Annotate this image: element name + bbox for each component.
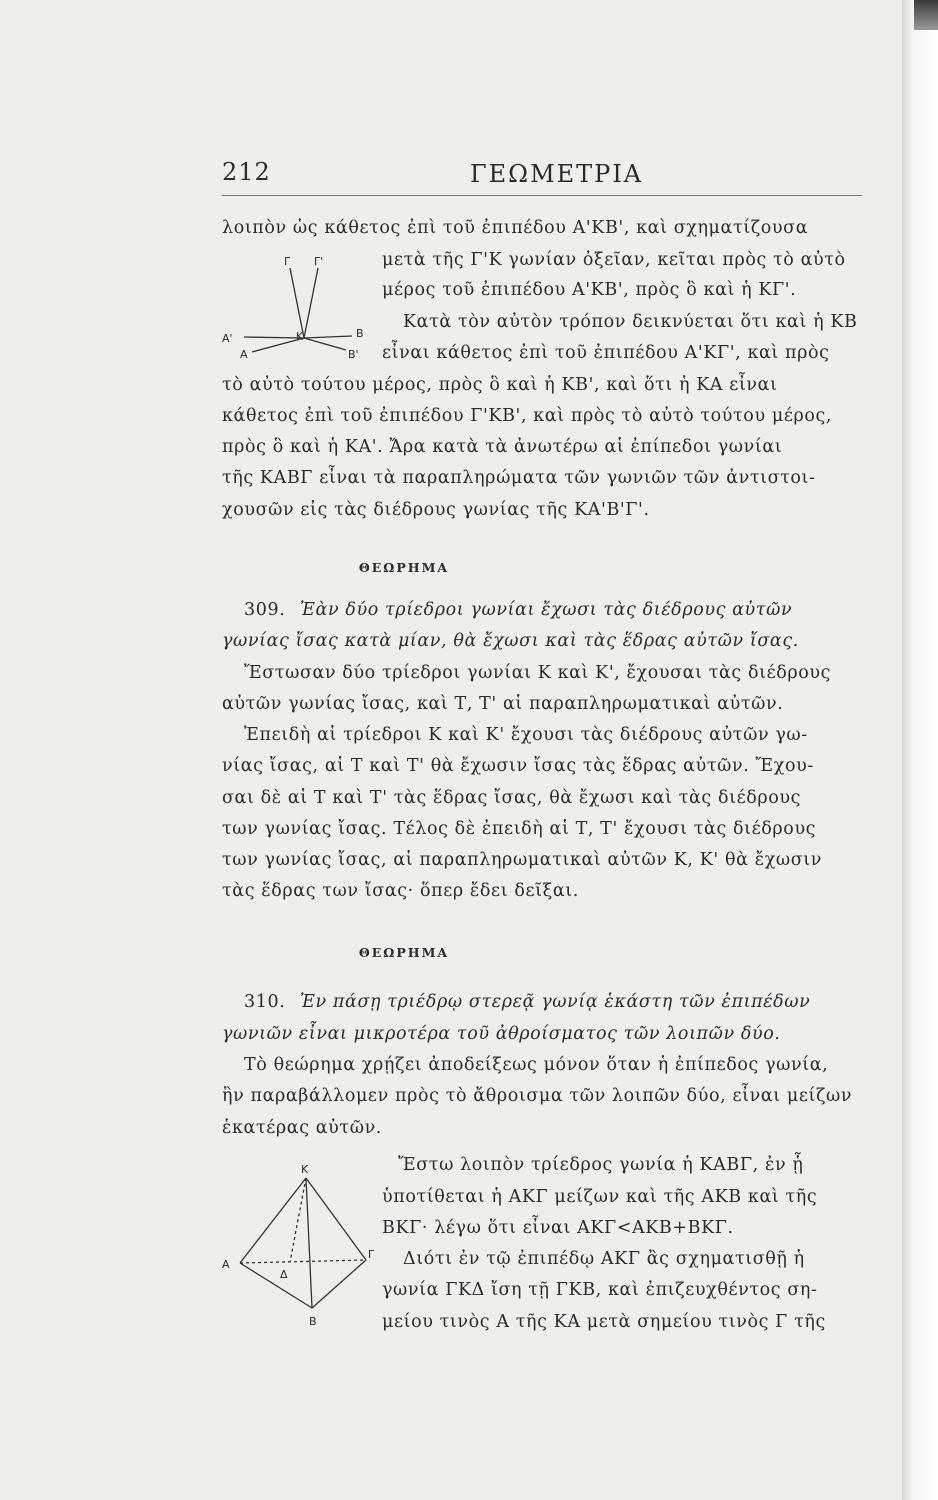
figure1-label-a-prime: Α' xyxy=(222,332,233,345)
proof-line: ἣν παραβάλλομεν πρὸς τὸ ἄθροισμα τῶν λοιπῶν δύο, εἶναι μείζων xyxy=(222,1086,853,1106)
figure2-label-k: Κ xyxy=(301,1163,309,1176)
body-line: εἶναι κάθετος ἐπὶ τοῦ ἐπιπέδου Α'ΚΓ', καὶ πρὸς xyxy=(382,343,830,363)
figure1-edge-kb xyxy=(304,336,352,338)
proof-line: ὑποτίθεται ἡ ΑΚΓ μείζων καὶ τῆς ΑΚΒ καὶ τῆς xyxy=(382,1187,818,1207)
theorem-heading: ΘΕΩΡΗΜΑ xyxy=(358,560,450,575)
figure1-label-a: Α xyxy=(240,348,248,361)
theorem-statement: Ἐὰν δύο τρίεδροι γωνίαι ἔχωσι τὰς διέδρους αὐτῶν xyxy=(300,600,793,620)
proof-line: τὰς ἕδρας των ἴσας· ὅπερ ἔδει δεῖξαι. xyxy=(222,881,579,901)
figure-trihedral-supplementary xyxy=(222,250,372,365)
figure2-edge-kd xyxy=(290,1178,306,1262)
proof-line: Ἔστω λοιπὸν τρίεδρος γωνία ἡ ΚΑΒΓ, ἐν ᾗ xyxy=(398,1155,804,1175)
figure1-edge-kg xyxy=(290,268,304,338)
proof-line: σαι δὲ αἱ Τ καὶ Τ' τὰς ἕδρας ἴσας, θὰ ἔχωσι καὶ τὰς διέδρους xyxy=(222,788,802,808)
proof-line: Τὸ θεώρημα χρῄζει ἀποδείξεως μόνον ὅταν ἡ ἐπίπεδος γωνία, xyxy=(244,1055,829,1075)
figure1-label-g: Γ xyxy=(284,255,291,268)
figure2-edge-bg xyxy=(312,1260,366,1308)
theorem-number: 310. xyxy=(244,992,286,1012)
body-line: λοιπὸν ὡς κάθετος ἐπὶ τοῦ ἐπιπέδου Α'ΚΒ', καὶ σχηματίζουσα xyxy=(222,218,809,238)
page-number: 212 xyxy=(222,158,271,186)
figure2-edge-kb xyxy=(306,1178,312,1308)
figure-trihedral-pyramid xyxy=(218,1160,378,1330)
figure2-label-b: Β xyxy=(309,1315,317,1328)
figure2-edge-ab xyxy=(240,1263,312,1308)
body-line: μέρος τοῦ ἐπιπέδου Α'ΚΒ', πρὸς ὃ καὶ ἡ ΚΓ'. xyxy=(382,280,797,300)
proof-line: των γωνίας ἴσας, αἱ παραπληρωματικαὶ αὐτῶν Κ, Κ' θὰ ἔχωσιν xyxy=(222,850,823,870)
proof-line: των γωνίας ἴσας. Τέλος δὲ ἐπειδὴ αἱ Τ, Τ' ἔχουσι τὰς διέδρους xyxy=(222,819,817,839)
body-line: μετὰ τῆς Γ'Κ γωνίαν ὀξεῖαν, κεῖται πρὸς τὸ αὐτὸ xyxy=(382,250,846,270)
page-corner-shadow xyxy=(914,0,938,30)
figure2-label-a: Α xyxy=(222,1258,230,1271)
theorem-number: 309. xyxy=(244,600,286,620)
figure1-label-g-prime: Γ' xyxy=(314,255,324,268)
body-line: κάθετος ἐπὶ τοῦ ἐπιπέδου Γ'ΚΒ', καὶ πρὸς τὸ αὐτὸ τούτου μέρος, xyxy=(222,406,833,426)
figure2-edge-ka xyxy=(240,1178,306,1263)
figure2-label-d: Δ xyxy=(280,1268,288,1281)
figure1-edge-ka-prime xyxy=(244,337,304,338)
body-line: τὸ αὐτὸ τούτου μέρος, πρὸς ὃ καὶ ἡ ΚΒ', καὶ ὅτι ἡ ΚΑ εἶναι xyxy=(222,375,778,395)
page-edge xyxy=(902,0,938,1500)
theorem-statement: γωνιῶν εἶναι μικροτέρα τοῦ ἀθροίσματος τῶν λοιπῶν δύο. xyxy=(222,1024,781,1044)
body-line: χουσῶν εἰς τὰς διέδρους γωνίας τῆς ΚΑ'Β'Γ'. xyxy=(222,500,650,520)
proof-line: μείου τινὸς Α τῆς ΚΑ μετὰ σημείου τινὸς Γ τῆς xyxy=(382,1312,826,1332)
proof-line: νίας ἴσας, αἱ Τ καὶ Τ' θὰ ἔχωσιν ἴσας τὰς ἕδρας αὐτῶν. Ἔχου- xyxy=(222,756,814,776)
proof-line: Ἔστωσαν δύο τρίεδροι γωνίαι Κ καὶ Κ', ἔχουσαι τὰς διέδρους xyxy=(244,663,832,683)
proof-line: αὐτῶν γωνίας ἴσας, καὶ Τ, Τ' αἱ παραπληρωματικαὶ αὐτῶν. xyxy=(222,694,784,714)
body-line: Κατὰ τὸν αὐτὸν τρόπον δεικνύεται ὅτι καὶ ἡ ΚΒ xyxy=(403,312,858,332)
proof-line: ἑκατέρας αὐτῶν. xyxy=(222,1118,382,1138)
figure1-edge-kb-prime xyxy=(304,338,346,350)
figure2-edge-ag xyxy=(240,1260,366,1263)
body-line: πρὸς ὃ καὶ ἡ ΚΑ'. Ἄρα κατὰ τὰ ἀνωτέρω αἱ ἐπίπεδοι γωνίαι xyxy=(222,437,783,457)
theorem-statement: γωνίας ἴσας κατὰ μίαν, θὰ ἔχωσι καὶ τὰς ἕδρας αὐτῶν ἴσας. xyxy=(222,631,799,651)
proof-line: ΒΚΓ· λέγω ὅτι εἶναι ΑΚΓ<ΑΚΒ+ΒΚΓ. xyxy=(382,1218,734,1238)
proof-line: Διότι ἐν τῷ ἐπιπέδῳ ΑΚΓ ἂς σχηματισθῇ ἡ xyxy=(403,1249,805,1269)
figure1-label-k: Κ xyxy=(296,330,304,343)
figure2-label-g: Γ xyxy=(368,1248,375,1261)
theorem-heading: ΘΕΩΡΗΜΑ xyxy=(358,945,450,960)
theorem-statement: Ἐν πάσῃ τριέδρῳ στερεᾷ γωνίᾳ ἑκάστη τῶν ἐπιπέδων xyxy=(300,992,811,1012)
header-rule xyxy=(222,195,862,196)
body-line: τῆς ΚΑΒΓ εἶναι τὰ παραπληρώματα τῶν γωνιῶν τῶν ἀντιστοι- xyxy=(222,468,816,488)
proof-line: γωνία ΓΚΔ ἴση τῇ ΓΚΒ, καὶ ἐπιζευχθέντος ση- xyxy=(382,1280,818,1300)
figure1-edge-kg-prime xyxy=(304,268,318,338)
figure1-label-b: Β xyxy=(356,327,364,340)
proof-line: Ἐπειδὴ αἱ τρίεδροι Κ καὶ Κ' ἔχουσι τὰς διέδρους αὐτῶν γω- xyxy=(244,725,808,745)
figure2-edge-kg xyxy=(306,1178,366,1260)
figure1-label-b-prime: Β' xyxy=(348,348,359,361)
running-title: ΓΕΩΜΕΤΡΙΑ xyxy=(470,160,644,188)
